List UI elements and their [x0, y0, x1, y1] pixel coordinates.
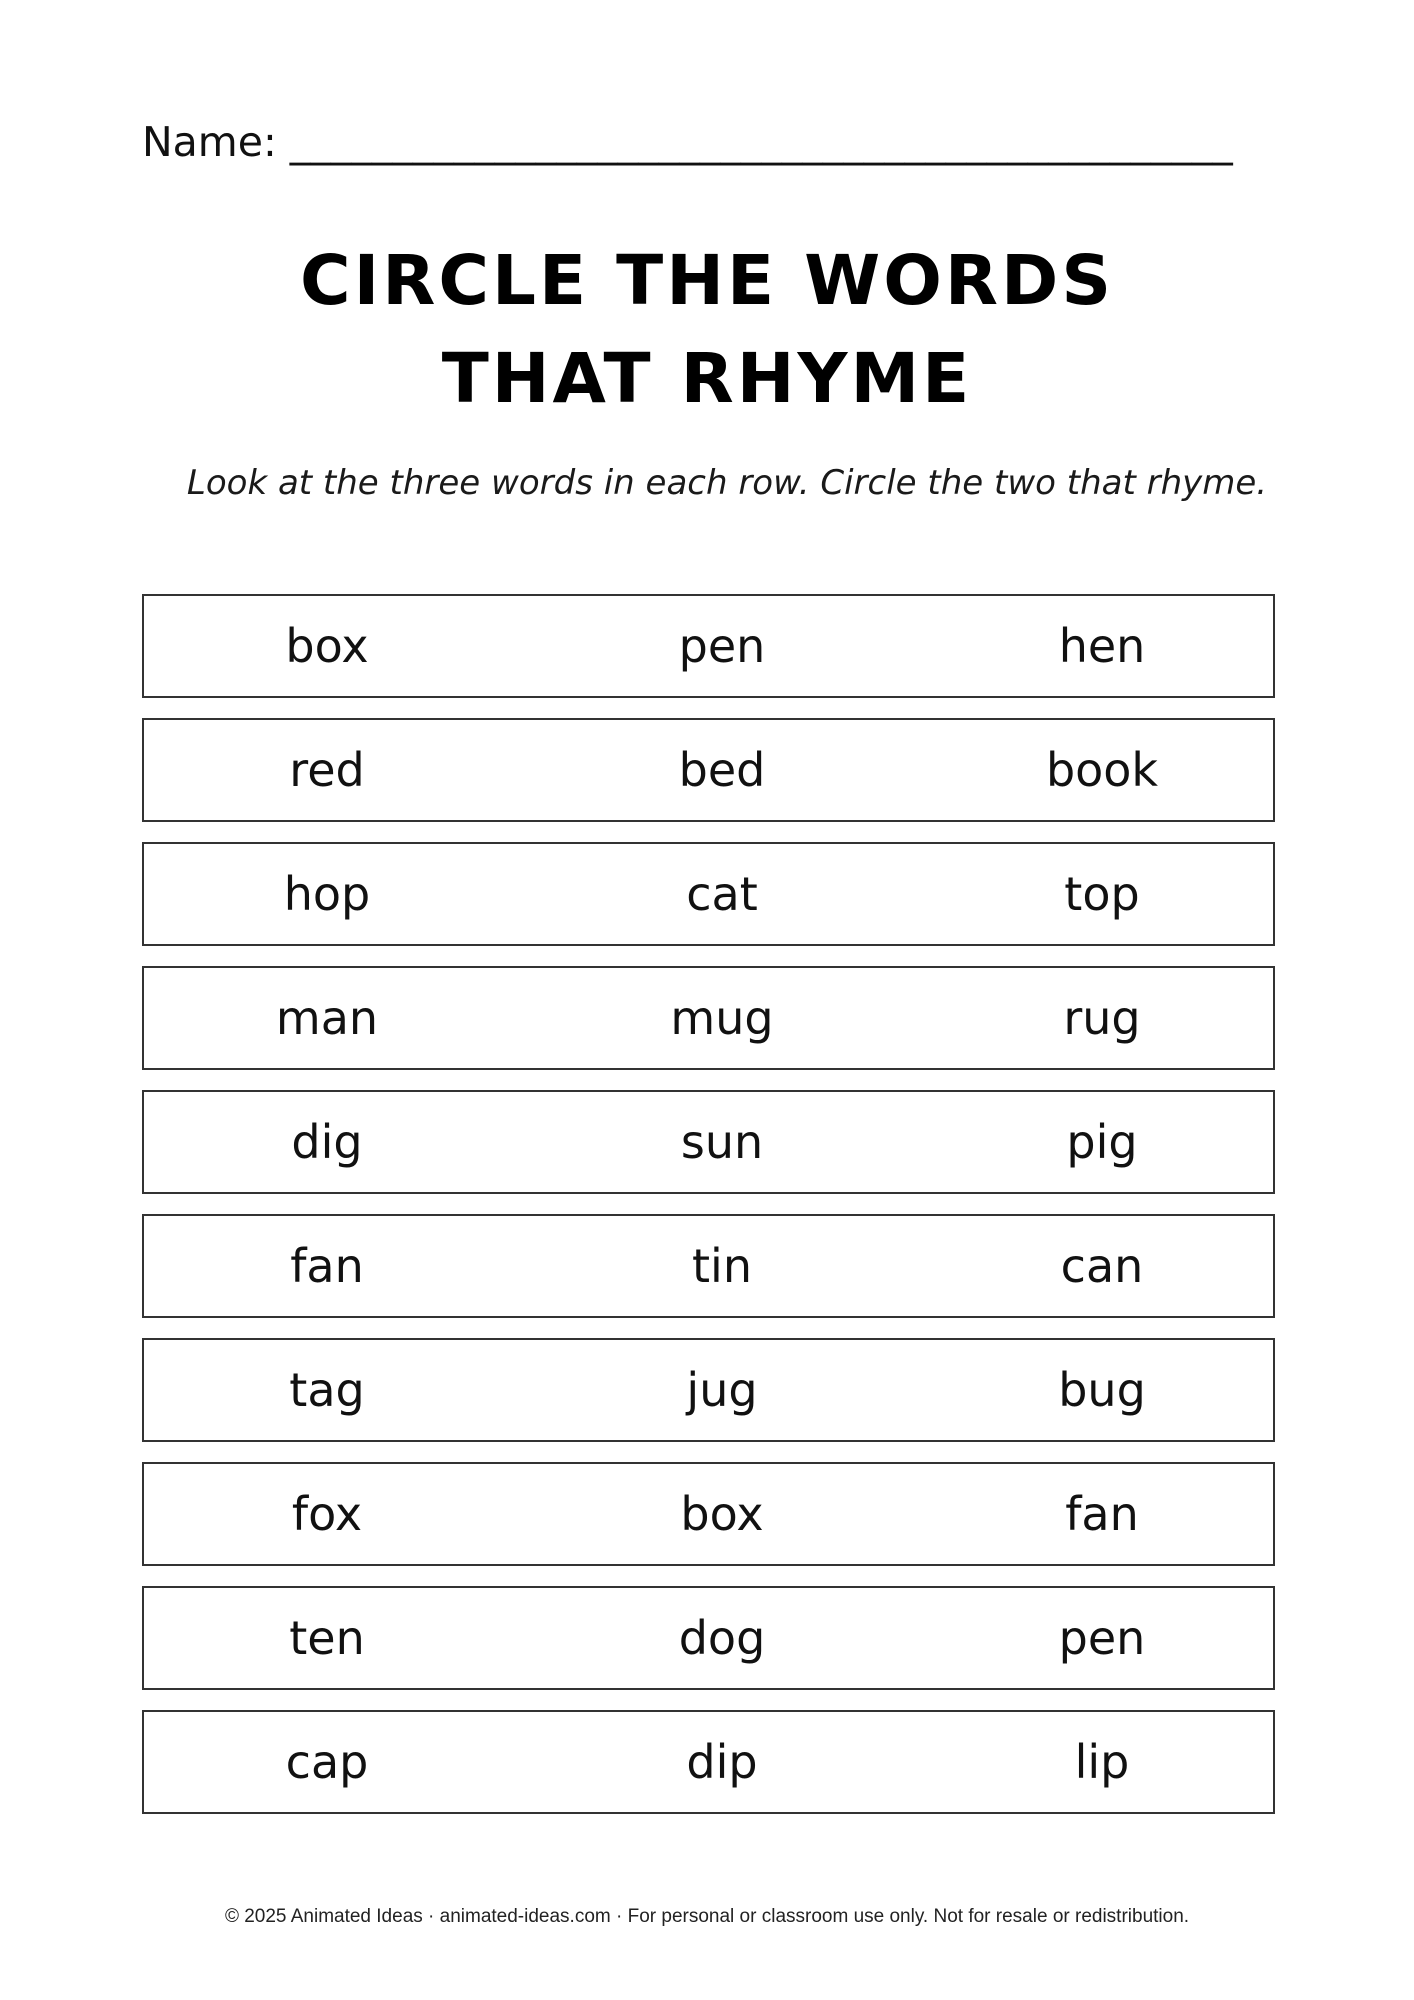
word-option[interactable]: top [1064, 867, 1140, 921]
word-option[interactable]: jug [686, 1363, 758, 1417]
word-option[interactable]: fan [290, 1239, 364, 1293]
word-option[interactable]: fan [1065, 1487, 1139, 1541]
word-option[interactable]: dip [686, 1735, 758, 1789]
word-option[interactable]: bug [1058, 1363, 1146, 1417]
word-option[interactable]: man [275, 991, 379, 1045]
word-option[interactable]: box [285, 619, 369, 673]
word-option[interactable]: pen [1058, 1611, 1146, 1665]
word-option[interactable]: can [1060, 1239, 1144, 1293]
word-option[interactable]: sun [680, 1115, 764, 1169]
word-row [142, 842, 1275, 946]
word-option[interactable]: cap [285, 1735, 369, 1789]
word-option[interactable]: box [680, 1487, 764, 1541]
word-row [142, 718, 1275, 822]
word-option[interactable]: book [1045, 743, 1159, 797]
word-option[interactable]: mug [670, 991, 774, 1045]
word-row [142, 594, 1275, 698]
word-option[interactable]: cat [686, 867, 758, 921]
name-field-label: Name: ______________________________________________ [142, 118, 1233, 166]
word-option[interactable]: ten [289, 1611, 365, 1665]
worksheet-title [0, 232, 1414, 428]
word-row [142, 1586, 1275, 1690]
word-row [142, 1214, 1275, 1318]
word-row [142, 1710, 1275, 1814]
word-option[interactable]: bed [678, 743, 766, 797]
instructions-text: Look at the three words in each row. Circle the two that rhyme. [186, 463, 1268, 503]
word-option[interactable]: rug [1063, 991, 1141, 1045]
copyright-footer: © 2025 Animated Ideas · animated-ideas.com · For personal or classroom use only. Not for resale or redistribution. [224, 1906, 1190, 1927]
word-option[interactable]: dig [291, 1115, 363, 1169]
word-option[interactable]: red [289, 743, 365, 797]
word-row [142, 1462, 1275, 1566]
word-row [142, 966, 1275, 1070]
word-row [142, 1090, 1275, 1194]
word-row [142, 1338, 1275, 1442]
word-option[interactable]: hop [283, 867, 371, 921]
word-option[interactable]: lip [1074, 1735, 1130, 1789]
word-option[interactable]: pig [1066, 1115, 1138, 1169]
title-line-2: THAT RHYME [441, 339, 973, 419]
word-rows-list [142, 594, 1275, 1834]
word-option[interactable]: dog [678, 1611, 766, 1665]
word-option[interactable]: hen [1058, 619, 1146, 673]
word-option[interactable]: tin [692, 1239, 752, 1293]
title-line-1: CIRCLE THE WORDS [299, 241, 1115, 321]
word-option[interactable]: tag [289, 1363, 365, 1417]
word-option[interactable]: pen [678, 619, 766, 673]
word-option[interactable]: fox [291, 1487, 363, 1541]
